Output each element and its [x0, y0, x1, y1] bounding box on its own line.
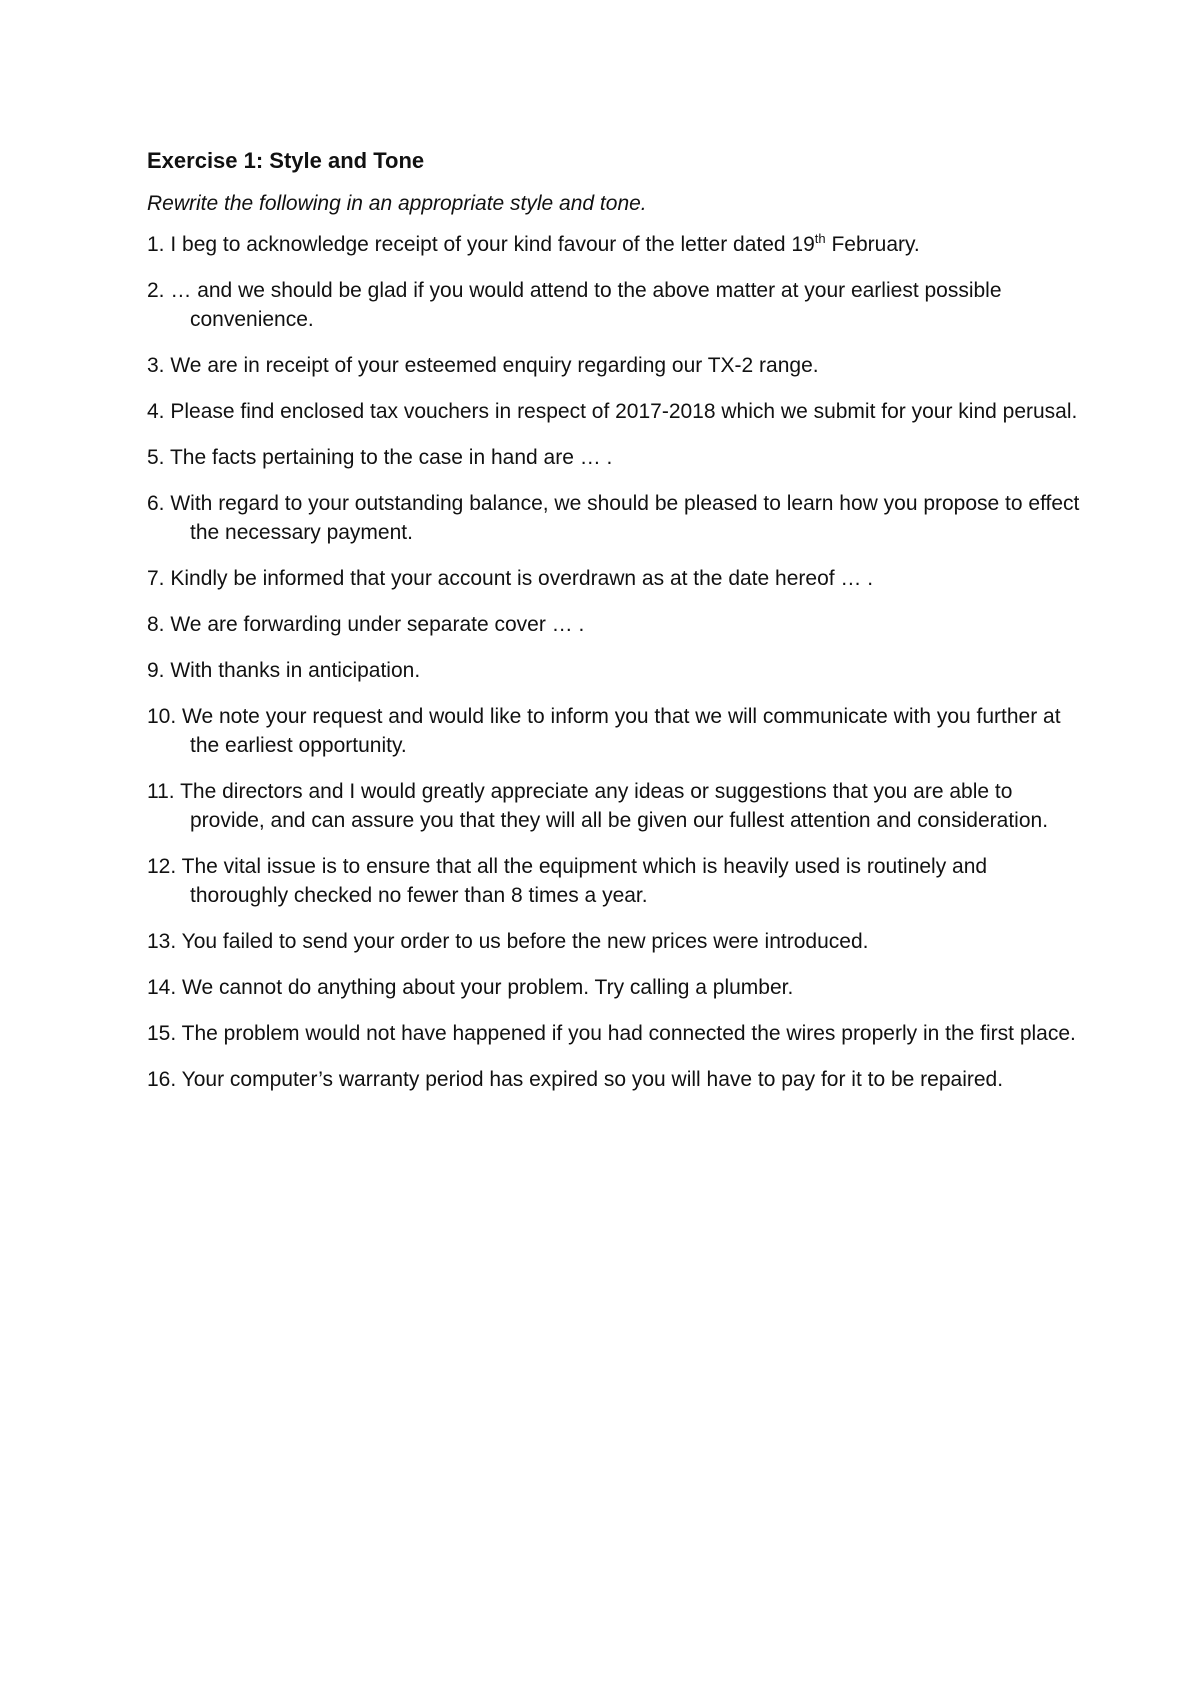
list-item: [147, 852, 1087, 910]
list-item: [147, 1019, 1087, 1048]
list-item: [147, 564, 1087, 593]
list-item: [147, 1065, 1087, 1094]
list-item: [147, 489, 1087, 547]
item-number: 4.: [147, 400, 171, 423]
exercise-instruction: Rewrite the following in an appropriate style and tone.: [147, 192, 647, 215]
item-text: We are forwarding under separate cover … .: [170, 613, 585, 636]
item-number: 11.: [147, 780, 181, 803]
item-number: 3.: [147, 354, 171, 377]
item-text: With thanks in anticipation.: [170, 659, 421, 682]
item-text: You failed to send your order to us before the new prices were introduced.: [181, 930, 869, 953]
item-text: … and we should be glad if you would attend to the above matter at your earliest possible convenience.: [170, 279, 1002, 331]
item-text: We are in receipt of your esteemed enquiry regarding our TX-2 range.: [170, 354, 819, 377]
list-item: [147, 777, 1087, 835]
list-item: [147, 351, 1087, 380]
list-item: [147, 230, 1087, 259]
item-text: Your computer’s warranty period has expired so you will have to pay for it to be repaired.: [181, 1068, 1004, 1091]
item-number: 1.: [147, 233, 171, 256]
item-number: 2.: [147, 279, 171, 302]
item-number: 8.: [147, 613, 171, 636]
list-item: [147, 656, 1087, 685]
item-number: 12.: [147, 855, 182, 878]
exercise-title: Exercise 1: Style and Tone: [147, 148, 425, 173]
item-text: We note your request and would like to inform you that we will communicate with you further at the earliest opportunity.: [182, 705, 1061, 757]
ordinal-suffix: th: [814, 231, 826, 246]
item-number: 16.: [147, 1068, 182, 1091]
item-text: [170, 233, 919, 256]
item-text: Kindly be informed that your account is overdrawn as at the date hereof … .: [170, 567, 874, 590]
list-item: [147, 610, 1087, 639]
item-number: 13.: [147, 930, 182, 953]
item-text: The vital issue is to ensure that all the equipment which is heavily used is routinely and thoroughly checked no fewer than 8 times a year.: [181, 855, 988, 907]
document-page: [147, 146, 1087, 1111]
list-item: [147, 443, 1087, 472]
item-text: Please find enclosed tax vouchers in respect of 2017-2018 which we submit for your kind perusal.: [170, 400, 1078, 423]
item-number: 9.: [147, 659, 171, 682]
list-item: [147, 973, 1087, 1002]
item-text: With regard to your outstanding balance, we should be pleased to learn how you propose to effect the necessary payment.: [170, 492, 1080, 544]
list-item: [147, 276, 1087, 334]
item-text-part: February.: [825, 233, 920, 256]
item-text: The problem would not have happened if you had connected the wires properly in the first place.: [181, 1022, 1076, 1045]
list-item: [147, 927, 1087, 956]
item-number: 7.: [147, 567, 171, 590]
item-number: 15.: [147, 1022, 182, 1045]
item-text-part: I beg to acknowledge receipt of your kind favour of the letter dated 19: [170, 233, 815, 256]
item-number: 10.: [147, 705, 183, 728]
list-item: [147, 397, 1087, 426]
item-number: 6.: [147, 492, 171, 515]
item-number: 5.: [147, 446, 170, 469]
item-text: The facts pertaining to the case in hand are … .: [169, 446, 613, 469]
item-text: The directors and I would greatly appreciate any ideas or suggestions that you are able to provide, and can assure you that they will all be given our fullest attention and consideration.: [180, 780, 1049, 832]
item-number: 14.: [147, 976, 183, 999]
exercise-list: [147, 230, 1087, 1094]
item-text: We cannot do anything about your problem. Try calling a plumber.: [182, 976, 794, 999]
list-item: [147, 702, 1087, 760]
